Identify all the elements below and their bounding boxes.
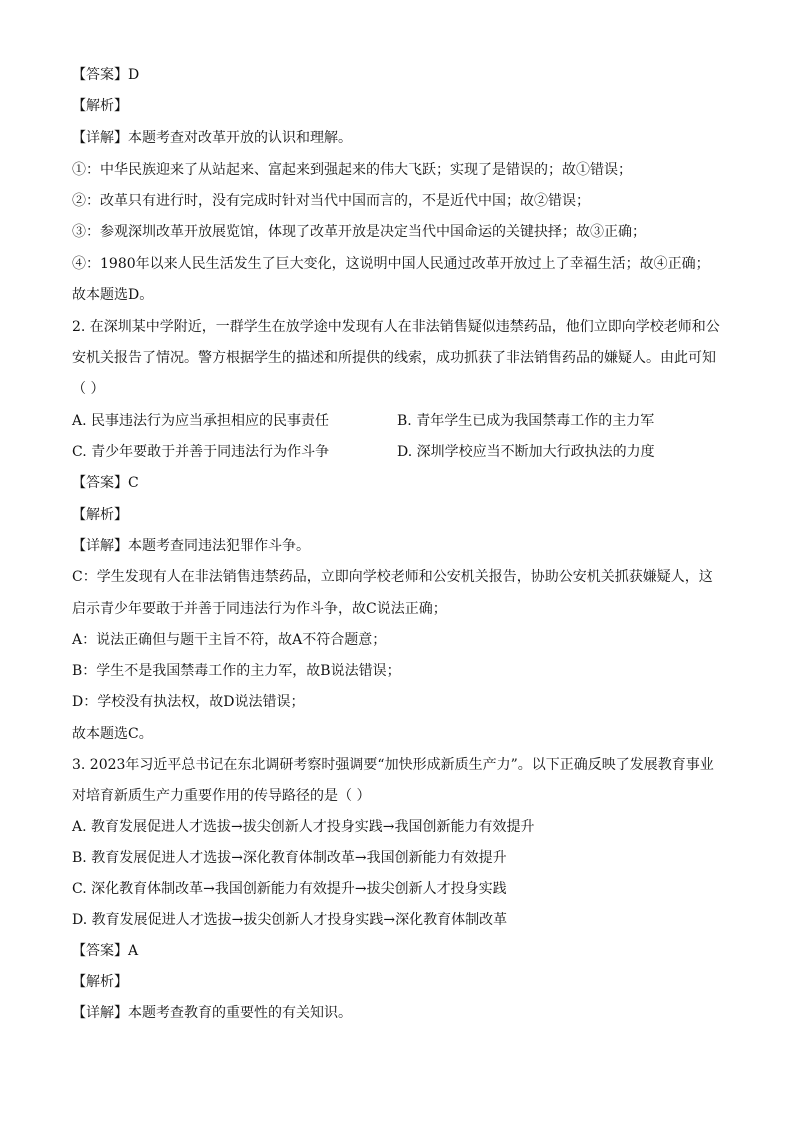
q3-option-d: D. 教育发展促进人才选拔→拔尖创新人才投身实践→深化教育体制改革 <box>72 912 508 928</box>
q2-option-c: C. 青少年要敢于并善于同违法行为作斗争 <box>72 444 330 460</box>
q1-point-3: ③：参观深圳改革开放展览馆，体现了改革开放是决定当代中国命运的关键抉择；故③正确； <box>72 224 646 240</box>
q3-stem-line-1: 3. 2023年习近平总书记在东北调研考察时强调要“加快形成新质生产力”。以下正确反映了发展教育事业 <box>72 757 714 773</box>
q2-explain-5: D：学校没有执法权，故D说法错误； <box>72 694 305 710</box>
q3-detail: 【详解】本题考查教育的重要性的有关知识。 <box>72 1005 352 1021</box>
q1-point-1: ①：中华民族迎来了从站起来、富起来到强起来的伟大飞跃；实现了是错误的；故①错误； <box>72 162 632 178</box>
q2-explain-3: A：说法正确但与题干主旨不符，故A不符合题意； <box>72 632 387 648</box>
q2-option-b: B. 青年学生已成为我国禁毒工作的主力军 <box>397 413 655 429</box>
q2-conclusion: 故本题选C。 <box>72 726 153 742</box>
q1-point-2: ②：改革只有进行时，没有完成时针对当代中国而言的，不是近代中国；故②错误； <box>72 193 590 209</box>
q2-explain-1: C：学生发现有人在非法销售违禁药品，立即向学校老师和公安机关报告，协助公安机关抓获嫌疑人，这 <box>72 569 713 585</box>
q2-option-d: D. 深圳学校应当不断加大行政执法的力度 <box>397 444 655 460</box>
q3-stem-line-2: 对培育新质生产力重要作用的传导路径的是（ ） <box>72 788 371 804</box>
q2-analysis-label: 【解析】 <box>72 507 128 523</box>
q1-analysis-label: 【解析】 <box>72 98 128 114</box>
q2-answer: 【答案】C <box>72 475 139 491</box>
q2-stem-line-2: 安机关报告了情况。警方根据学生的描述和所提供的线索，成功抓获了非法销售药品的嫌疑人。由此可知 <box>72 350 716 366</box>
q2-stem-line-3: （ ） <box>72 381 105 397</box>
q1-detail: 【详解】本题考查对改革开放的认识和理解。 <box>72 130 352 146</box>
q2-stem-line-1: 2. 在深圳某中学附近，一群学生在放学途中发现有人在非法销售疑似违禁药品，他们立即向学校老师和公 <box>72 319 720 335</box>
q3-analysis-label: 【解析】 <box>72 974 128 990</box>
q3-option-c: C. 深化教育体制改革→我国创新能力有效提升→拔尖创新人才投身实践 <box>72 881 507 897</box>
q1-conclusion: 故本题选D。 <box>72 287 154 303</box>
q1-answer: 【答案】D <box>72 67 140 83</box>
q2-explain-2: 启示青少年要敢于并善于同违法行为作斗争，故C说法正确； <box>72 601 447 617</box>
q2-detail: 【详解】本题考查同违法犯罪作斗争。 <box>72 538 310 554</box>
q3-option-b: B. 教育发展促进人才选拔→深化教育体制改革→我国创新能力有效提升 <box>72 850 507 866</box>
q3-option-a: A. 教育发展促进人才选拔→拔尖创新人才投身实践→我国创新能力有效提升 <box>72 819 535 835</box>
q2-explain-4: B：学生不是我国禁毒工作的主力军，故B说法错误； <box>72 663 401 679</box>
q2-option-a: A. 民事违法行为应当承担相应的民事责任 <box>72 413 330 429</box>
q3-answer: 【答案】A <box>72 943 139 959</box>
q1-point-4: ④：1980年以来人民生活发生了巨大变化，这说明中国人民通过改革开放过上了幸福生活；故④正确； <box>72 256 710 272</box>
